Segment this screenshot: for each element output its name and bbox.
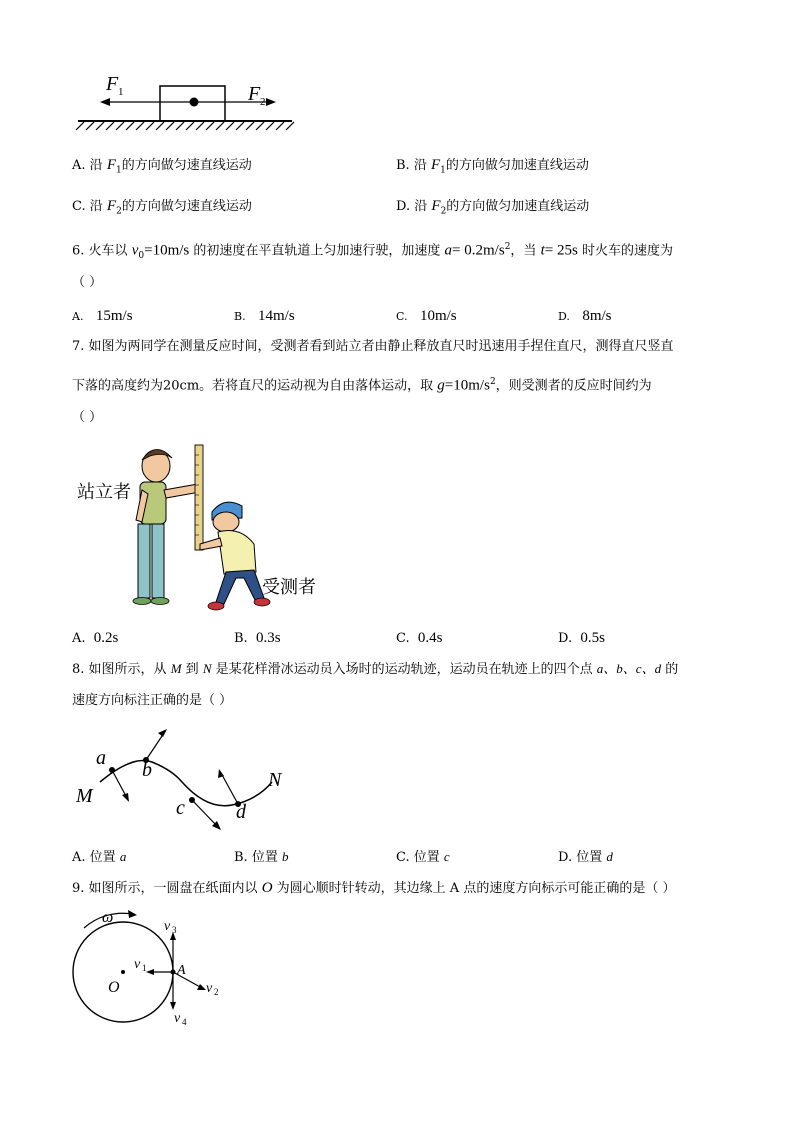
svg-text:v: v — [206, 981, 213, 996]
f2-sub: 2 — [260, 96, 266, 108]
q5-option-d[interactable]: D. 沿 $F_2$的方向做匀加速直线运动 — [396, 198, 590, 217]
label-tested-person: 受测者 — [262, 577, 316, 598]
force-diagram — [70, 66, 310, 134]
q9-stem: 9. 如图所示，一圆盘在纸面内以 O 为圆心顺时针转动，其边缘上 A 点的速度方向标示可能正确的是（ ） — [72, 880, 676, 896]
f2-label: F — [248, 83, 261, 105]
q8-stem-line2: 速度方向标注正确的是（ ） — [72, 693, 233, 708]
svg-text:O: O — [108, 979, 120, 996]
q5-option-b[interactable]: B. 沿 $F_1$的方向做匀加速直线运动 — [396, 157, 589, 176]
q5-option-a[interactable]: A. 沿 $F_1$的方向做匀速直线运动 — [72, 157, 252, 176]
svg-text:v: v — [134, 957, 141, 972]
rotating-disk-diagram — [60, 900, 240, 1030]
q7-option-b[interactable]: B. 0.3s — [234, 630, 281, 646]
svg-text:A: A — [177, 963, 186, 978]
svg-text:2: 2 — [214, 987, 219, 997]
q6-option-a[interactable]: A. 15m/s — [72, 308, 133, 324]
svg-text:a: a — [96, 747, 106, 769]
q7-option-d[interactable]: D. 0.5s — [558, 630, 605, 646]
skating-trajectory-diagram — [72, 720, 302, 830]
q8-option-a[interactable]: A. 位置 a — [72, 849, 127, 865]
q7-answer-paren: （ ） — [72, 410, 103, 425]
q8-option-c[interactable]: C. 位置 c — [396, 849, 450, 865]
svg-text:c: c — [176, 797, 185, 819]
svg-text:M: M — [76, 785, 93, 807]
q6-option-d[interactable]: D. 8m/s — [558, 308, 612, 324]
f1-label: F — [106, 73, 119, 95]
svg-text:b: b — [142, 759, 152, 781]
svg-text:N: N — [268, 769, 282, 791]
q7-stem-line2: 下落的高度约为20cm。若将直尺的运动视为自由落体运动，取 $g=10m/s^2$，则受测者的反应时间约为 — [72, 377, 652, 394]
q8-stem-line1: 8. 如图所示，从 M 到 N 是某花样滑冰运动员入场时的运动轨迹，运动员在轨迹上的四个点 a、b、c、d 的 — [72, 661, 679, 677]
q8-option-b[interactable]: B. 位置 b — [234, 849, 289, 865]
q6-option-c[interactable]: C. 10m/s — [396, 308, 457, 324]
svg-text:4: 4 — [182, 1017, 187, 1027]
q8-option-d[interactable]: D. 位置 d — [558, 849, 613, 865]
q6-stem: 6. 火车以 $v_0=10m/s$ 的初速度在平直轨道上匀加速行驶，加速度 $a= 0.2m/s^2$，当 t= 25s 时火车的速度为 — [72, 242, 673, 261]
svg-text:v: v — [164, 919, 171, 934]
q6-answer-paren: （ ） — [72, 275, 103, 290]
svg-text:3: 3 — [172, 925, 177, 935]
q7-option-c[interactable]: C. 0.4s — [396, 630, 443, 646]
f1-sub: 1 — [118, 86, 124, 98]
svg-text:ω: ω — [102, 909, 114, 926]
svg-text:v: v — [174, 1011, 181, 1026]
svg-text:1: 1 — [142, 963, 147, 973]
q7-option-a[interactable]: A. 0.2s — [72, 630, 119, 646]
reaction-time-illustration — [120, 440, 280, 615]
q6-option-b[interactable]: B. 14m/s — [234, 308, 295, 324]
svg-text:d: d — [236, 801, 246, 823]
q7-stem-line1: 7. 如图为两同学在测量反应时间，受测者看到站立者由静止释放直尺时迅速用手捏住直尺，测得直尺竖直 — [72, 339, 674, 354]
q5-option-c[interactable]: C. 沿 $F_2$的方向做匀速直线运动 — [72, 198, 252, 217]
label-standing-person: 站立者 — [77, 482, 131, 503]
